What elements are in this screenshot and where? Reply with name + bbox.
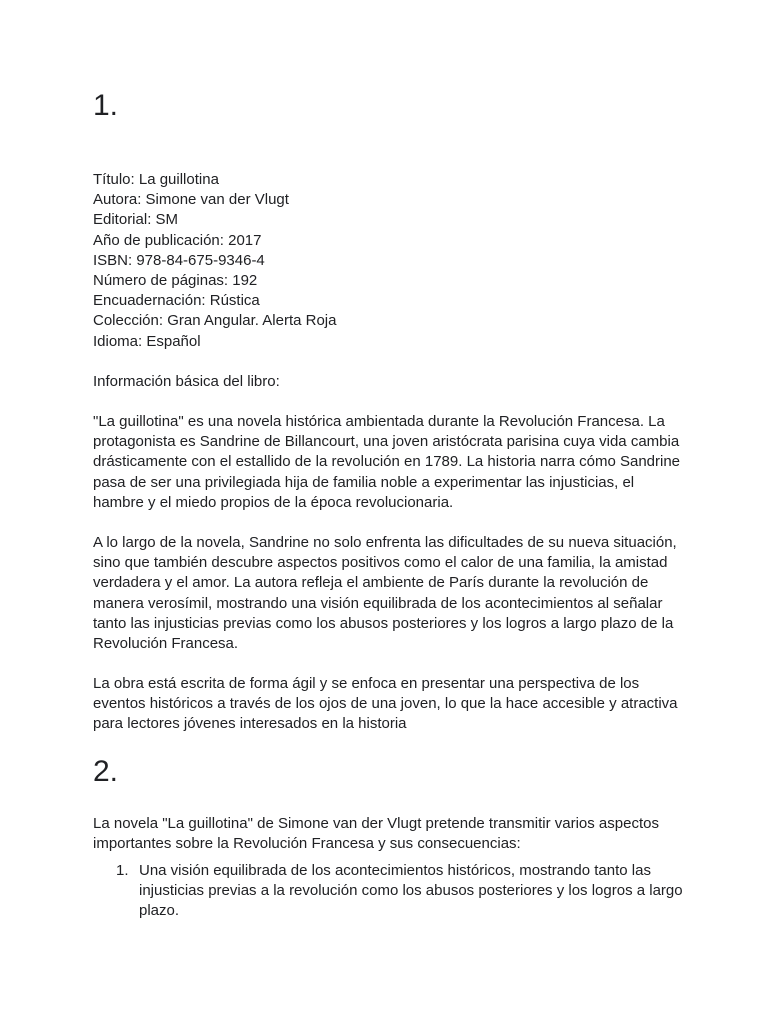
- list-item-text: Una visión equilibrada de los acontecimientos históricos, mostrando tanto las injusticias previas a la revolución como los abusos posteriores y los logros a largo plazo.: [139, 862, 683, 920]
- metadata-publisher: Editorial: SM: [93, 211, 179, 229]
- section-2-intro-text: La novela "La guillotina" de Simone van der Vlugt pretende transmitir varios aspectos importantes sobre la Revolución Francesa y sus consecuencias:: [93, 815, 659, 853]
- info-title: [93, 372, 683, 392]
- info-title-text: Información básica del libro:: [93, 373, 280, 390]
- paragraph-style-text: La obra está escrita de forma ágil y se enfoca en presentar una perspectiva de los eventos históricos a través de los ojos de una joven, lo que la hace accesible y atractiva para lectores jóvenes interesados en la historia: [93, 675, 678, 733]
- metadata-year: Año de publicación: 2017: [93, 231, 262, 249]
- section-1-heading: 1.: [93, 89, 119, 122]
- paragraph-themes-text: A lo largo de la novela, Sandrine no solo enfrenta las dificultades de su nueva situación, sino que también descubre aspectos positivos como el calor de una familia, la amistad verdadera y el amor. La autora refleja el ambiente de París durante la revolución de manera verosímil, mostrando una visión equilibrada de los acontecimientos al señalar tanto las injusticias previas como los abusos posteriores y los logros a largo plazo de la Revolución Francesa.: [93, 534, 677, 653]
- metadata-author: Autora: Simone van der Vlugt: [93, 191, 289, 209]
- book-metadata: [93, 170, 683, 352]
- list-item: [93, 861, 683, 922]
- metadata-isbn: ISBN: 978-84-675-9346-4: [93, 251, 265, 269]
- section-2-heading: 2.: [93, 755, 119, 788]
- paragraph-style: [93, 674, 683, 735]
- aspects-list: [93, 861, 683, 922]
- paragraph-summary-text: "La guillotina" es una novela histórica ambientada durante la Revolución Francesa. La protagonista es Sandrine de Billancourt, una joven aristócrata parisina cuya vida cambia drásticamente con el estallido de la revolución en 1789. La historia narra cómo Sandrine pasa de ser una privilegiada hija de familia noble a experimentar las injusticias, el hambre y el miedo propios de la época revolucionaria.: [93, 413, 681, 511]
- metadata-title: Título: La guillotina: [93, 171, 219, 188]
- metadata-language: Idioma: Español: [93, 332, 201, 350]
- metadata-pages: Número de páginas: 192: [93, 272, 258, 290]
- section-2-intro: [93, 814, 683, 854]
- metadata-binding: Encuadernación: Rústica: [93, 292, 260, 310]
- list-item-number: 1.: [116, 862, 129, 879]
- metadata-collection: Colección: Gran Angular. Alerta Roja: [93, 312, 337, 330]
- paragraph-summary: [93, 412, 683, 513]
- paragraph-themes: [93, 533, 683, 654]
